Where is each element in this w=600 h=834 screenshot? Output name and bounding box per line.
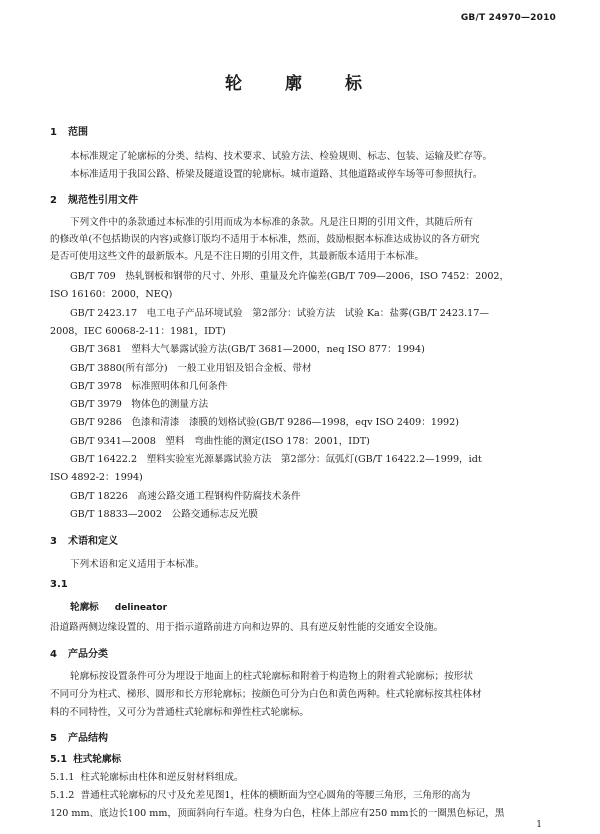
paragraph-line: 不同可分为柱式、梯形、圆形和长方形轮廓标；按颜色可分为白色和黄色两种。柱式轮廓标按其柱体材 (50, 689, 482, 700)
term-number: 3.1 (50, 579, 68, 590)
paragraph-line: 是否可使用这些文件的最新版本。凡是不注日期的引用文件，其最新版本适用于本标准。 (50, 251, 425, 262)
paragraph-line: 的修改单(不包括勘误的内容)或修订版均不适用于本标准，然而，鼓励根据本标准达成协议的各方研究 (50, 234, 480, 245)
section-number: 5 (50, 733, 57, 744)
reference-line: GB/T 18226 高速公路交通工程钢构件防腐技术条件 (70, 491, 301, 502)
reference-line: ISO 4892-2：1994) (50, 472, 143, 483)
section-title: 规范性引用文件 (68, 195, 138, 206)
document-title: 轮 廓 标 (225, 74, 375, 94)
standard-number: GB/T 24970—2010 (460, 13, 556, 23)
paragraph-line: 下列文件中的条款通过本标准的引用而成为本标准的条款。凡是注日期的引用文件，其随后所有 (70, 217, 473, 228)
section-title: 产品分类 (68, 649, 108, 660)
paragraph-line: 本标准适用于我国公路、桥梁及隧道设置的轮廓标。城市道路、其他道路或停车场等可参照执行。 (70, 169, 483, 180)
paragraph-line: 本标准规定了轮廓标的分类、结构、技术要求、试验方法、检验规则、标志、包装、运输及贮存等。 (70, 151, 493, 162)
paragraph-line: 120 mm、底边长100 mm，顶面斜向行车道。柱身为白色，柱体上部应有250 mm长的一圈黑色标记，黑 (50, 808, 505, 819)
section-5-heading (50, 729, 108, 744)
subsection-number: 5.1 (50, 754, 67, 765)
reference-line: GB/T 16422.2 塑料实验室光源暴露试验方法 第2部分：氙弧灯(GB/T 16422.2—1999，idt (70, 454, 482, 465)
section-3-heading (50, 532, 118, 547)
section-title: 术语和定义 (68, 536, 118, 547)
clause-text: 普通柱式轮廓标的尺寸及允差见图1，柱体的横断面为空心圆角的等腰三角形，三角形的高为 (80, 790, 471, 801)
page-number: 1 (536, 820, 542, 830)
clause-5-1-1 (50, 769, 244, 783)
reference-line: GB/T 3979 物体色的测量方法 (70, 399, 209, 410)
section-number: 3 (50, 536, 57, 547)
reference-line: GB/T 2423.17 电工电子产品环境试验 第2部分：试验方法 试验 Ka：盐雾(GB/T 2423.17— (70, 308, 489, 319)
paragraph-line: 料的不同特性，又可分为普通柱式轮廓标和弹性柱式轮廓标。 (50, 707, 310, 718)
clause-number: 5.1.1 (50, 772, 75, 783)
clause-5-1-2 (50, 787, 470, 801)
section-number: 1 (50, 127, 57, 138)
paragraph-line: 轮廓标按设置条件可分为埋设于地面上的柱式轮廓标和附着于构造物上的附着式轮廓标；按形状 (70, 671, 473, 682)
reference-line: GB/T 3978 标准照明体和几何条件 (70, 381, 228, 392)
section-2-heading (50, 191, 138, 206)
clause-number: 5.1.2 (50, 790, 75, 801)
section-number: 4 (50, 649, 57, 660)
reference-line: GB/T 18833—2002 公路交通标志反光膜 (70, 509, 258, 520)
section-4-heading (50, 645, 108, 660)
reference-line: GB/T 709 热轧钢板和钢带的尺寸、外形、重量及允许偏差(GB/T 709—2006，ISO 7452：2002， (70, 271, 510, 282)
reference-line: GB/T 9286 色漆和清漆 漆膜的划格试验(GB/T 9286—1998，eqv ISO 2409：1992) (70, 417, 460, 428)
reference-line: GB/T 3681 塑料大气暴露试验方法(GB/T 3681—2000，neq ISO 877：1994) (70, 344, 425, 355)
clause-text: 柱式轮廓标由柱体和逆反射材料组成。 (80, 772, 244, 783)
term-english: delineator (114, 603, 168, 613)
subsection-5-1-heading (50, 751, 121, 765)
term-definition: 沿道路两侧边缘设置的、用于指示道路前进方向和边界的、具有逆反射性能的交通安全设施。 (50, 622, 444, 633)
term-chinese: 轮廓标 (70, 602, 99, 613)
reference-line: ISO 16160：2000，NEQ) (50, 289, 173, 300)
section-number: 2 (50, 195, 57, 206)
subsection-title: 柱式轮廓标 (73, 754, 122, 765)
section-1-heading (50, 123, 88, 138)
reference-line: GB/T 3880(所有部分) 一般工业用铝及铝合金板、带材 (70, 363, 312, 374)
section-title: 产品结构 (68, 733, 108, 744)
section-title: 范围 (68, 127, 88, 138)
reference-line: 2008，IEC 60068-2-11：1981，IDT) (50, 326, 226, 337)
reference-line: GB/T 9341—2008 塑料 弯曲性能的测定(ISO 178：2001，IDT) (70, 436, 370, 447)
paragraph-line: 下列术语和定义适用于本标准。 (70, 559, 205, 570)
term-entry (70, 599, 167, 613)
